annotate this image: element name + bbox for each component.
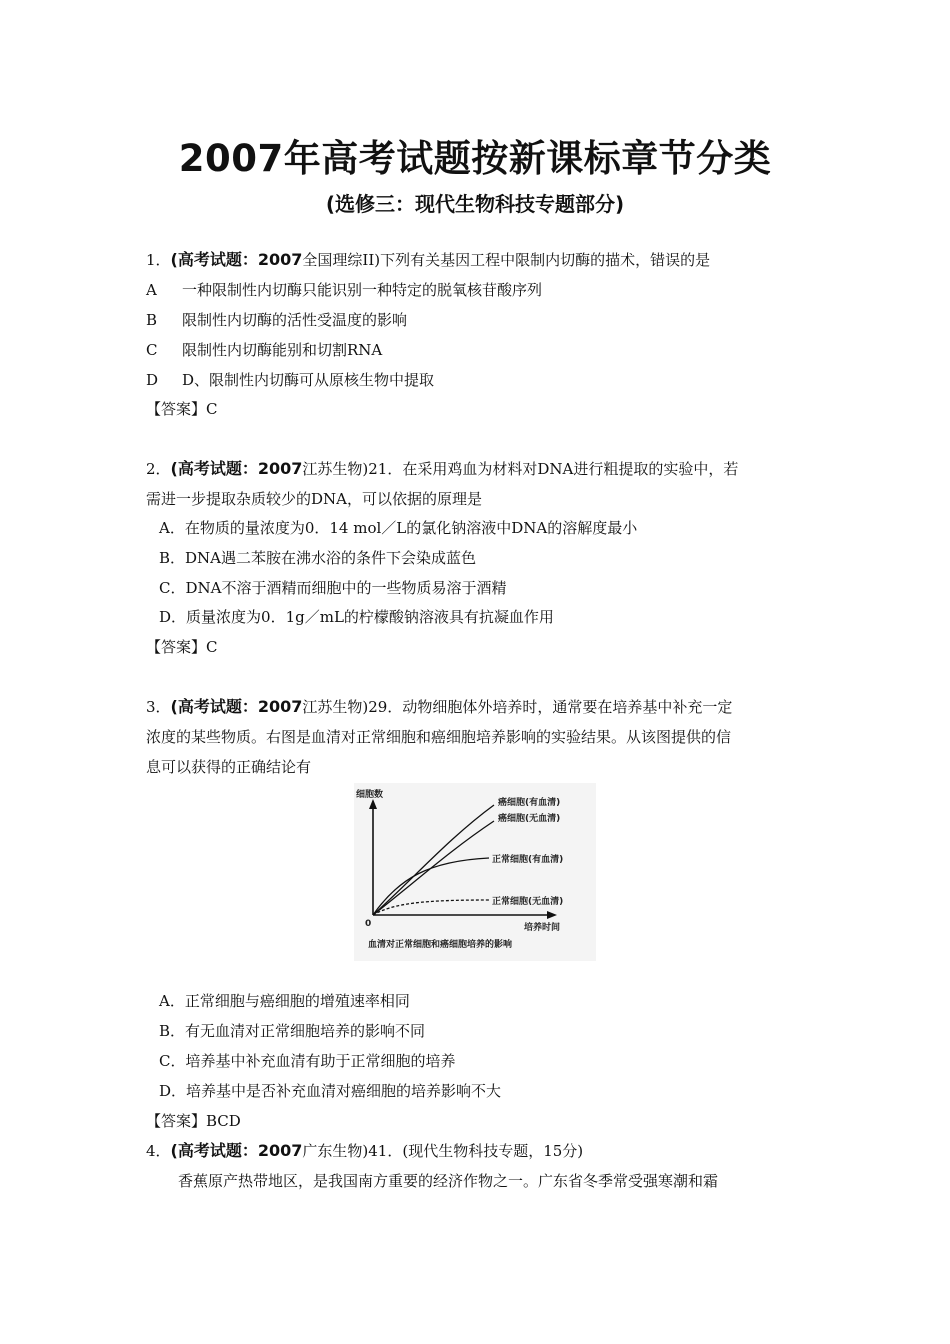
question-1-option-d (146, 370, 434, 390)
curve-cancer-with-serum (373, 805, 494, 915)
figure-graphic (354, 783, 596, 961)
question-3-option-b: B．有无血清对正常细胞培养的影响不同 (159, 1022, 426, 1040)
x-axis-arrow (547, 911, 557, 919)
question-2-stem-cont: 需进一步提取杂质较少的DNA，可以依据的原理是 (146, 490, 482, 508)
question-3-option-a: A．正常细胞与癌细胞的增殖速率相同 (159, 992, 410, 1010)
question-3-stem-cont-1: 浓度的某些物质。右图是血清对正常细胞和癌细胞培养影响的实验结果。从该图提供的信 (146, 728, 732, 746)
stem-text: 江苏生物)29．动物细胞体外培养时，通常要在培养基中补充一定 (302, 698, 733, 716)
stem-text: 广东生物)41．(现代生物科技专题，15分) (302, 1142, 584, 1160)
page-title: 2007年高考试题按新课标章节分类 (178, 137, 772, 180)
source-tag: (高考试题：2007 (170, 697, 303, 716)
stem-text: 全国理综II)下列有关基因工程中限制内切酶的描术，错误的是 (302, 251, 711, 269)
question-3-option-c: C．培养基中补充血清有助于正常细胞的培养 (159, 1052, 456, 1070)
figure-caption: 血清对正常细胞和癌细胞培养的影响 (368, 940, 513, 950)
y-axis-arrow (369, 799, 377, 809)
question-3-answer: 【答案】BCD (146, 1112, 241, 1130)
option-letter: B (146, 311, 158, 329)
x-axis-label: 培养时间 (524, 923, 561, 933)
question-2-option-a: A．在物质的量浓度为0．14 mol／L的氯化钠溶液中DNA的溶解度最小 (159, 519, 638, 537)
question-1-stem (146, 250, 710, 270)
question-4-stem (146, 1141, 583, 1161)
origin-label: 0 (365, 919, 372, 929)
question-1-option-c (146, 340, 382, 360)
question-4-paragraph: 香蕉原产热带地区，是我国南方重要的经济作物之一。广东省冬季常受强寒潮和霜 (178, 1172, 719, 1190)
curve-label: 癌细胞(有血清) (498, 798, 561, 808)
question-number: 3． (146, 698, 171, 716)
option-letter: A (146, 281, 157, 299)
question-3-stem-cont-2: 息可以获得的正确结论有 (146, 758, 312, 776)
question-2-option-b: B．DNA遇二苯胺在沸水浴的条件下会染成蓝色 (159, 549, 477, 567)
question-number: 4． (146, 1142, 171, 1160)
option-letter: C (146, 341, 158, 359)
curve-label: 正常细胞(无血清) (492, 897, 564, 907)
stem-text: 江苏生物)21．在采用鸡血为材料对DNA进行粗提取的实验中，若 (302, 460, 739, 478)
question-1-option-a (146, 280, 542, 300)
option-text: D、限制性内切酶可从原核生物中提取 (182, 371, 435, 389)
option-letter: D (146, 371, 159, 389)
curve-normal-without-serum (373, 900, 489, 915)
source-tag: (高考试题：2007 (170, 250, 303, 269)
page-subtitle: (选修三：现代生物科技专题部分) (325, 192, 625, 216)
question-2-stem (146, 459, 738, 479)
curve-label: 癌细胞(无血清) (498, 814, 561, 824)
y-axis-label: 细胞数 (356, 790, 384, 800)
question-number: 2． (146, 460, 171, 478)
question-2-option-d: D．质量浓度为0．1g／mL的柠檬酸钠溶液具有抗凝血作用 (159, 608, 554, 626)
question-number: 1． (146, 251, 171, 269)
source-tag: (高考试题：2007 (170, 1141, 303, 1160)
question-1-answer: 【答案】C (146, 400, 218, 418)
option-text: 限制性内切酶能别和切割RNA (182, 341, 383, 359)
question-2-option-c: C．DNA不溶于酒精而细胞中的一些物质易溶于酒精 (159, 579, 507, 597)
option-text: 一种限制性内切酶只能识别一种特定的脱氧核苷酸序列 (182, 281, 543, 299)
question-2-answer: 【答案】C (146, 638, 218, 656)
source-tag: (高考试题：2007 (170, 459, 303, 478)
question-3-stem (146, 697, 732, 717)
curve-label: 正常细胞(有血清) (492, 855, 564, 865)
serum-effect-figure (354, 783, 596, 961)
question-3-option-d: D．培养基中是否补充血清对癌细胞的培养影响不大 (159, 1082, 502, 1100)
question-1-option-b (146, 310, 407, 330)
curve-normal-with-serum (373, 858, 489, 915)
option-text: 限制性内切酶的活性受温度的影响 (182, 311, 408, 329)
